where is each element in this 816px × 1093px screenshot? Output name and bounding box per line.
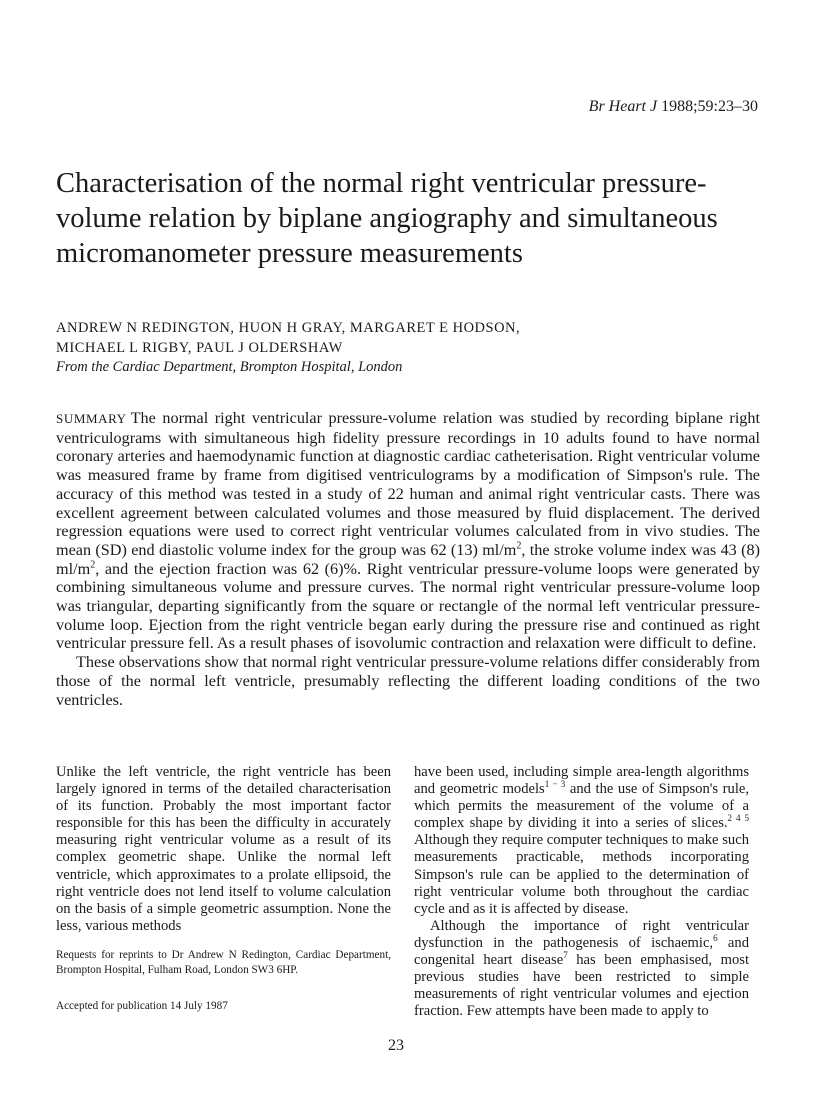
citation-ref: 2 4 5 <box>727 813 749 824</box>
body-paragraph: Unlike the left ventricle, the right ventricle has been largely ignored in terms of the detailed characterisation of its function. Probably the most important factor responsible for this has been the difficulty in accurately measuring right ventricular volume as a result of its complex geometric shape. Unlike the normal left ventricle, which approximates to a prolate ellipsoid, the right ventricle does not lend itself to volume calculation on the basis of a simple geometric assumption. None the less, various methods <box>56 764 391 934</box>
summary-paragraph-1: SUMMARY The normal right ventricular pressure-volume relation was studied by recording biplane right ventriculograms with simultaneous high fidelity pressure recordings in 10 adults found to have normal coronary arteries and haemodynamic function at diagnostic cardiac catheterisation. Right ventricular volume was measured frame by frame from digitised ventriculograms by a modification of Simpson's rule. The accuracy of this method was tested in a study of 22 human and animal right ventricular casts. There was excellent agreement between calculated volumes and those measured by fluid displacement. The derived regression equations were used to correct right ventricular volumes calculated from in vivo studies. The mean (SD) end diastolic volume index for the group was 62 (13) $ml/m^2$, the stroke volume index was 43 (8) $ml/m^2$, and the ejection fraction was 62 (6)%. Right ventricular pressure-volume loops were generated by combining simultaneous volume and pressure curves. The normal right ventricular pressure-volume loop was triangular, departing significantly from the square or rectangle of the normal left ventricular pressure-volume loop. Ejection from the right ventricle began early during the pressure rise and continued as right ventricular pressure fell. As a result phases of isovolumic contraction and relaxation were difficult to define. <box>56 409 760 653</box>
body-column-right <box>414 764 749 1020</box>
accepted-date: Accepted for publication 14 July 1987 <box>56 1000 228 1012</box>
journal-volume-pages: 1988;59:23–30 <box>657 98 758 115</box>
citation-ref: 1 − 3 <box>544 779 566 790</box>
reprints-footnote: Requests for reprints to Dr Andrew N Redington, Cardiac Department, Brompton Hospital, Fulham Road, London SW3 6HP. <box>56 949 391 976</box>
body-paragraph: have been used, including simple area-length algorithms and geometric models$^{1 - 3}$ and the use of Simpson's rule, which permits the measurement of the volume of a complex shape by dividing it into a series of slices.$^{2 4 5}$ Although they require computer techniques to make such measurements practicable, methods incorporating Simpson's rule can be applied to the determination of right ventricular volume both throughout the cardiac cycle and as it is affected by disease. <box>414 764 749 917</box>
affiliation: From the Cardiac Department, Brompton Hospital, London <box>56 359 403 375</box>
citation-ref: 7 <box>563 950 568 961</box>
summary-abstract <box>56 409 760 709</box>
page-number: 23 <box>388 1037 404 1054</box>
author-list <box>56 318 756 358</box>
summary-label: SUMMARY <box>56 411 127 426</box>
journal-citation <box>589 98 758 116</box>
body-column-left <box>56 764 391 935</box>
authors-line-2: MICHAEL L RIGBY, PAUL J OLDERSHAW <box>56 340 343 356</box>
journal-name: Br Heart J <box>588 98 658 115</box>
citation-ref: 6 <box>713 933 718 944</box>
body-paragraph: Although the importance of right ventricular dysfunction in the pathogenesis of ischaemic,$^6$ and congenital heart disease$^7$ has been emphasised, most previous studies have been restricted to simple measurements of right ventricular volumes and ejection fraction. Few attempts have been made to apply to <box>414 917 750 1020</box>
summary-paragraph-2: These observations show that normal right ventricular pressure-volume relations differ considerably from those of the normal left ventricle, presumably reflecting the different loading conditions of the two ventricles. <box>56 653 760 709</box>
authors-line-1: ANDREW N REDINGTON, HUON H GRAY, MARGARET E HODSON, <box>56 320 521 336</box>
article-title: Characterisation of the normal right ventricular pressure-volume relation by biplane angiography and simultaneous micromanometer pressure measurements <box>56 168 718 269</box>
